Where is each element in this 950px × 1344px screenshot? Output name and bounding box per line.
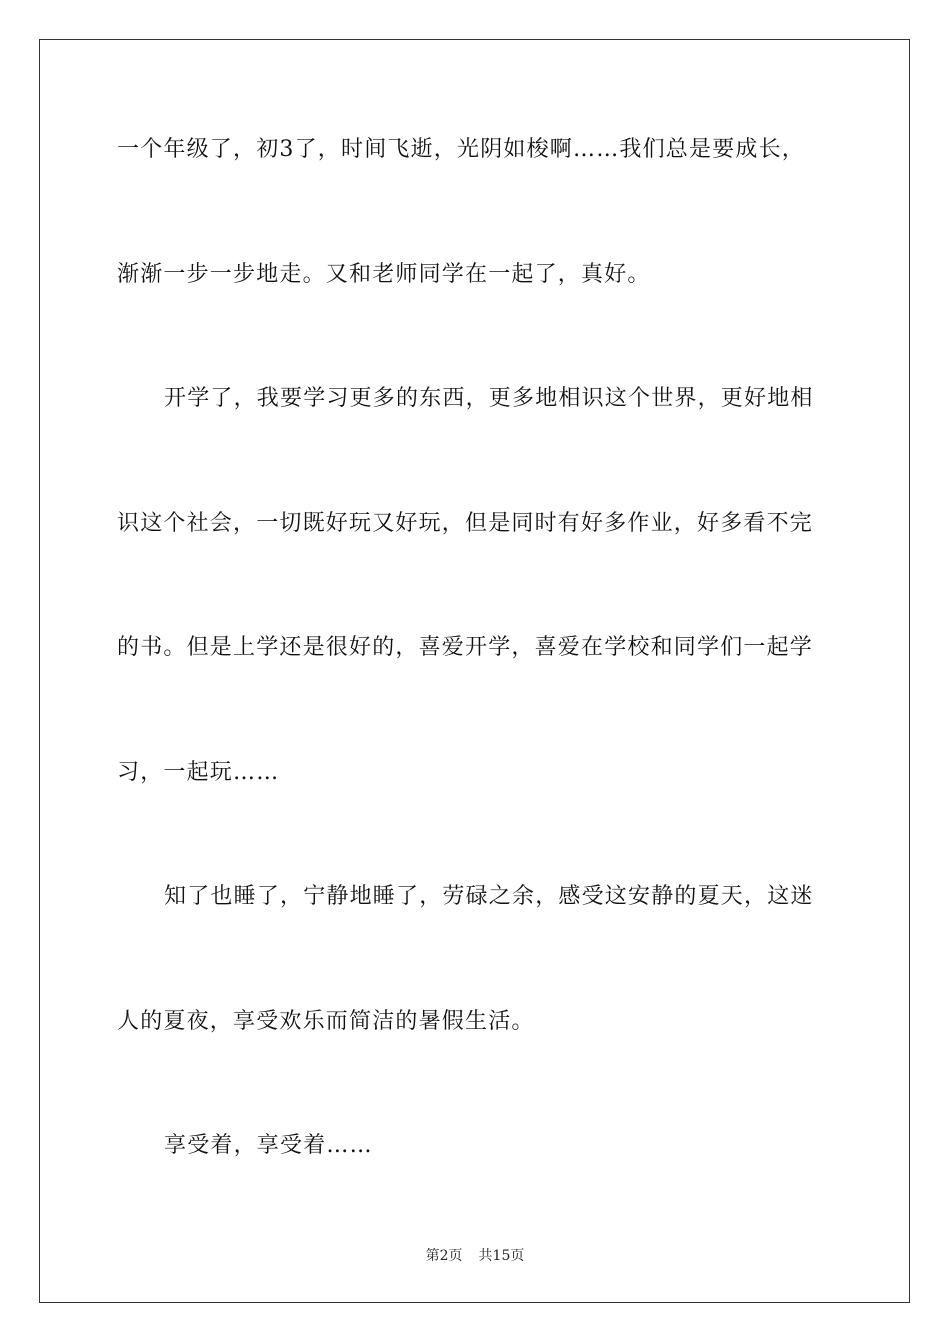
text-line-4: 识这个社会，一切既好玩又好玩，但是同时有好多作业，好多看不完: [117, 511, 814, 536]
text-line-7: 知了也睡了，宁静地睡了，劳碌之余，感受这安静的夏天，这迷: [164, 884, 814, 909]
text-line-9: 享受着，享受着……: [164, 1133, 373, 1158]
text-line-8: 人的夏夜，享受欢乐而简洁的暑假生活。: [117, 1009, 535, 1034]
text-line-1: 一个年级了，初3了，时间飞逝，光阴如梭啊……我们总是要成长，: [117, 137, 805, 162]
text-line-6: 习，一起玩……: [117, 760, 280, 785]
page-total: 共15页: [478, 1248, 525, 1264]
page-frame: [39, 39, 910, 1303]
page-number: 第2页: [425, 1248, 463, 1264]
text-line-5: 的书。但是上学还是很好的，喜爱开学，喜爱在学校和同学们一起学: [117, 635, 814, 660]
page-footer: [0, 1246, 950, 1266]
text-line-3: 开学了，我要学习更多的东西，更多地相识这个世界，更好地相: [164, 386, 814, 411]
text-line-2: 渐渐一步一步地走。又和老师同学在一起了，真好。: [117, 262, 651, 287]
